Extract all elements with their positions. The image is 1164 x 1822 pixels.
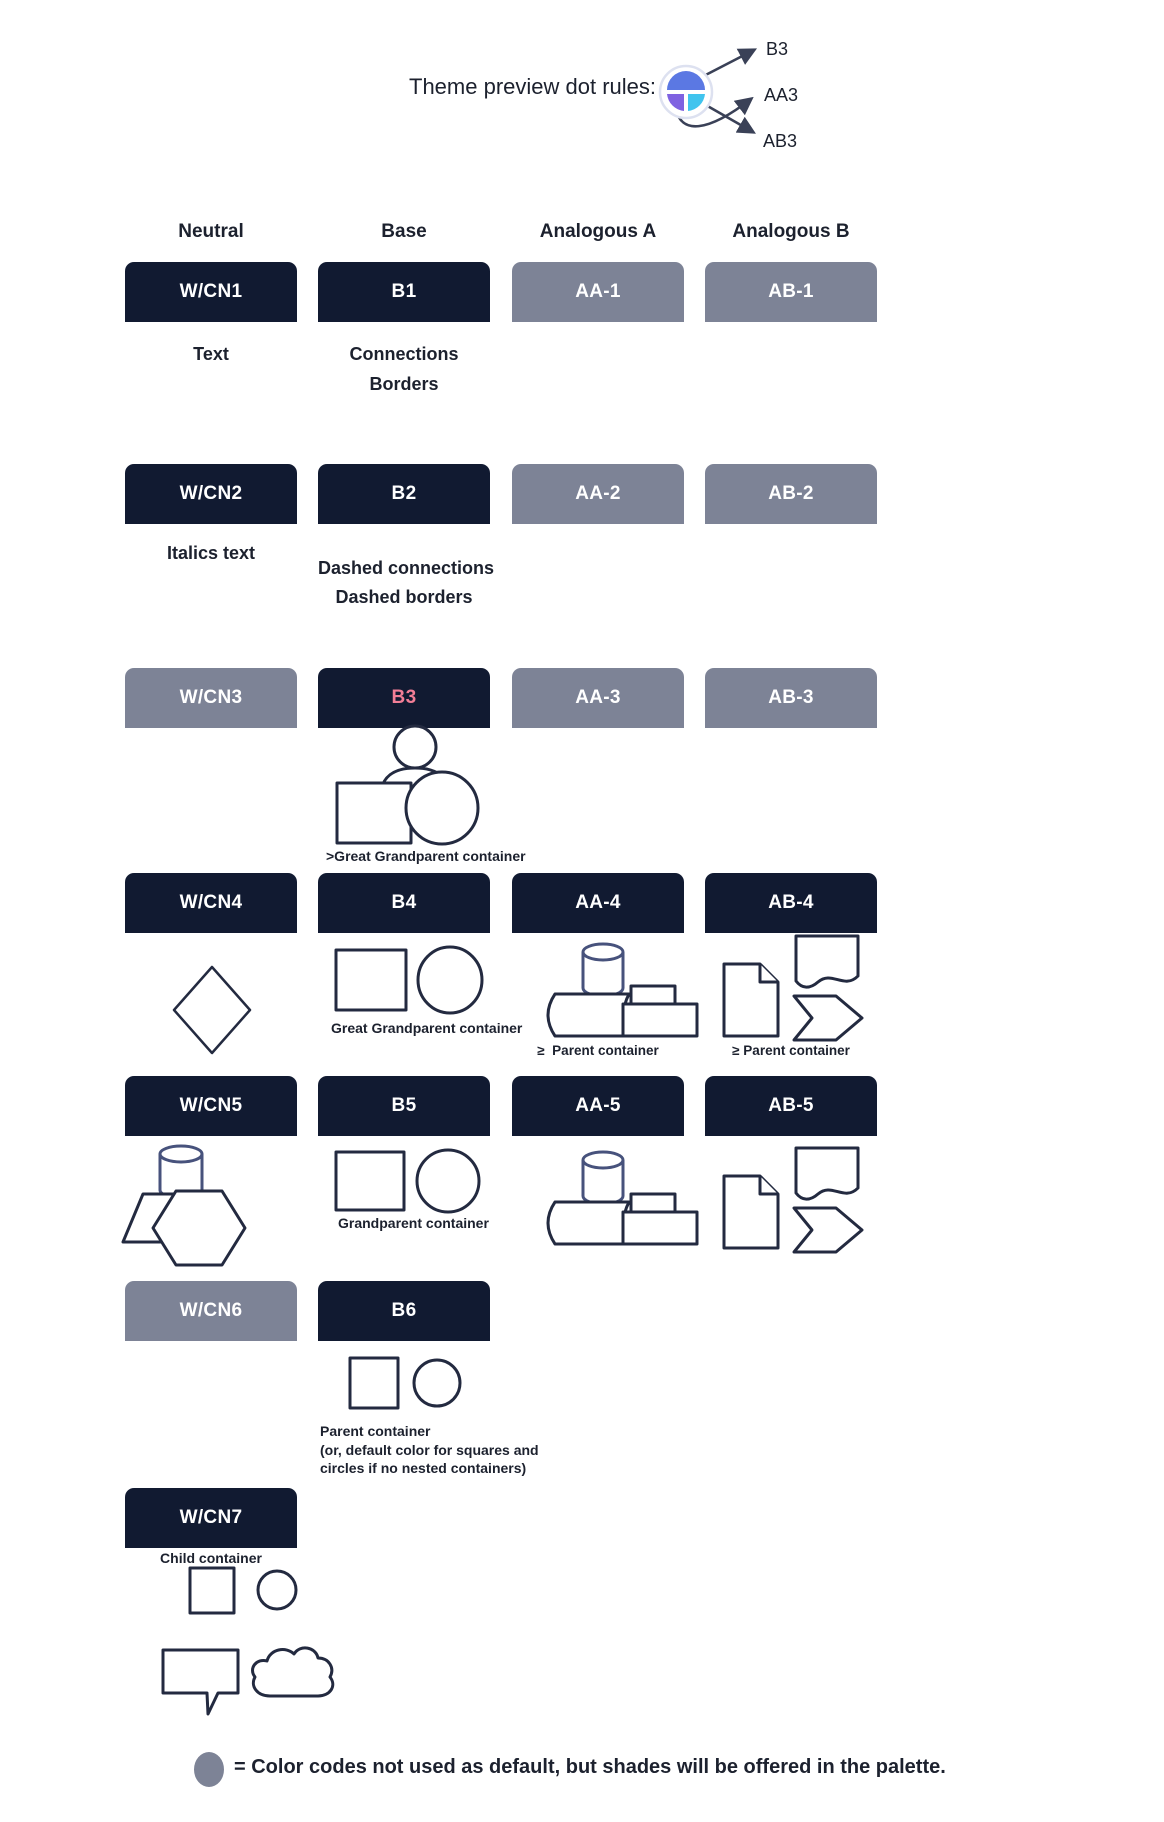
chevron-shape bbox=[794, 996, 862, 1040]
caption-b5-note: Grandparent container bbox=[338, 1215, 489, 1231]
circle-shape bbox=[417, 1150, 479, 1212]
swatch-ab3: AB-3 bbox=[705, 668, 877, 728]
b6-shape-cluster bbox=[345, 1352, 470, 1414]
square-shape bbox=[336, 1152, 404, 1210]
cloud-shape bbox=[253, 1648, 333, 1696]
caption-italics-text: Italics text bbox=[166, 543, 256, 563]
square-shape bbox=[190, 1568, 234, 1613]
swatch-aa5: AA-5 bbox=[512, 1076, 684, 1136]
b5-shape-cluster bbox=[330, 1148, 500, 1218]
ab5-shape-cluster bbox=[720, 1144, 870, 1256]
swatch-aa1: AA-1 bbox=[512, 262, 684, 322]
aa4-shape-cluster bbox=[525, 938, 710, 1043]
cylinder-top bbox=[583, 944, 623, 960]
b3-shape-cluster bbox=[330, 722, 520, 847]
cylinder-top bbox=[583, 1152, 623, 1168]
swatch-wcn6: W/CN6 bbox=[125, 1281, 297, 1341]
swatch-b6: B6 bbox=[318, 1281, 490, 1341]
swatch-b2: B2 bbox=[318, 464, 490, 524]
caption-text: Text bbox=[193, 344, 229, 364]
cylinder-top bbox=[160, 1146, 202, 1162]
caption-dashed-borders: Dashed borders bbox=[335, 587, 473, 607]
legend-dot bbox=[194, 1752, 224, 1787]
square-shape bbox=[337, 783, 411, 843]
caption-b6-note-3: circles if no nested containers) bbox=[320, 1460, 527, 1476]
caption-b6-note-2: (or, default color for squares and bbox=[320, 1442, 539, 1458]
square-shape bbox=[336, 950, 406, 1010]
document-fold bbox=[760, 964, 778, 982]
circle-shape bbox=[414, 1360, 460, 1406]
page-title: Theme preview dot rules: bbox=[409, 74, 656, 99]
swatch-wcn7: W/CN7 bbox=[125, 1488, 297, 1548]
wcn5-shape-cluster bbox=[115, 1142, 305, 1272]
curved-card-shape bbox=[548, 1202, 629, 1244]
wavy-document-shape bbox=[796, 936, 858, 987]
swatch-wcn3: W/CN3 bbox=[125, 668, 297, 728]
ab4-shape-cluster bbox=[720, 932, 870, 1044]
chevron-shape bbox=[794, 1208, 862, 1252]
tab-shape bbox=[631, 986, 675, 1004]
caption-connections: Connections bbox=[349, 344, 459, 364]
swatch-b1: B1 bbox=[318, 262, 490, 322]
swatch-ab1: AB-1 bbox=[705, 262, 877, 322]
caption-aa4-note: ≥ Parent container bbox=[537, 1043, 659, 1058]
aa5-shape-cluster bbox=[525, 1146, 710, 1251]
caption-wcn7-note: Child container bbox=[160, 1550, 262, 1566]
caption-ab4-note: ≥ Parent container bbox=[732, 1043, 850, 1058]
swatch-b5: B5 bbox=[318, 1076, 490, 1136]
swatch-aa2: AA-2 bbox=[512, 464, 684, 524]
theme-preview-dot bbox=[545, 22, 798, 167]
caption-b4-note: Great Grandparent container bbox=[331, 1020, 523, 1036]
column-header-analogous-a: Analogous A bbox=[539, 221, 657, 242]
swatch-aa3: AA-3 bbox=[512, 668, 684, 728]
circle-shape bbox=[258, 1571, 296, 1609]
wavy-document-shape bbox=[796, 1148, 858, 1199]
b4-shape-cluster bbox=[330, 946, 500, 1020]
curved-card-shape bbox=[548, 994, 629, 1036]
caption-b3-note: >Great Grandparent container bbox=[326, 848, 526, 864]
caption-dashed-connections: Dashed connections bbox=[318, 558, 495, 578]
swatch-wcn2: W/CN2 bbox=[125, 464, 297, 524]
person-head bbox=[394, 726, 436, 768]
caption-b6-note-1: Parent container bbox=[320, 1423, 431, 1439]
swatch-wcn4: W/CN4 bbox=[125, 873, 297, 933]
swatch-aa4: AA-4 bbox=[512, 873, 684, 933]
diamond-shape bbox=[174, 967, 250, 1053]
column-header-base: Base bbox=[381, 221, 427, 242]
dot-label-aa3: AA3 bbox=[764, 85, 799, 105]
wcn7-shape-cluster bbox=[185, 1563, 300, 1618]
swatch-b3: B3 bbox=[318, 668, 490, 728]
swatch-ab5: AB-5 bbox=[705, 1076, 877, 1136]
footer-legend-text: = Color codes not used as default, but shades will be offered in the palette. bbox=[234, 1756, 946, 1778]
swatch-b4: B4 bbox=[318, 873, 490, 933]
swatch-ab4: AB-4 bbox=[705, 873, 877, 933]
dot-label-ab3: AB3 bbox=[763, 131, 798, 151]
tabbed-card-shape bbox=[623, 1212, 697, 1244]
caption-borders: Borders bbox=[369, 374, 439, 394]
column-header-analogous-b: Analogous B bbox=[732, 221, 850, 242]
swatch-wcn5: W/CN5 bbox=[125, 1076, 297, 1136]
circle-shape bbox=[418, 947, 482, 1013]
dot-label-b3: B3 bbox=[766, 39, 789, 59]
square-shape bbox=[350, 1358, 398, 1408]
tab-shape bbox=[631, 1194, 675, 1212]
wcn4-shape-cluster bbox=[170, 963, 255, 1058]
circle-shape bbox=[406, 772, 478, 844]
speech-bubble-shape bbox=[163, 1650, 238, 1714]
swatch-ab2: AB-2 bbox=[705, 464, 877, 524]
tabbed-card-shape bbox=[623, 1004, 697, 1036]
column-header-neutral: Neutral bbox=[178, 221, 244, 242]
swatch-wcn1: W/CN1 bbox=[125, 262, 297, 322]
wcn7-extra-shapes bbox=[158, 1638, 343, 1718]
